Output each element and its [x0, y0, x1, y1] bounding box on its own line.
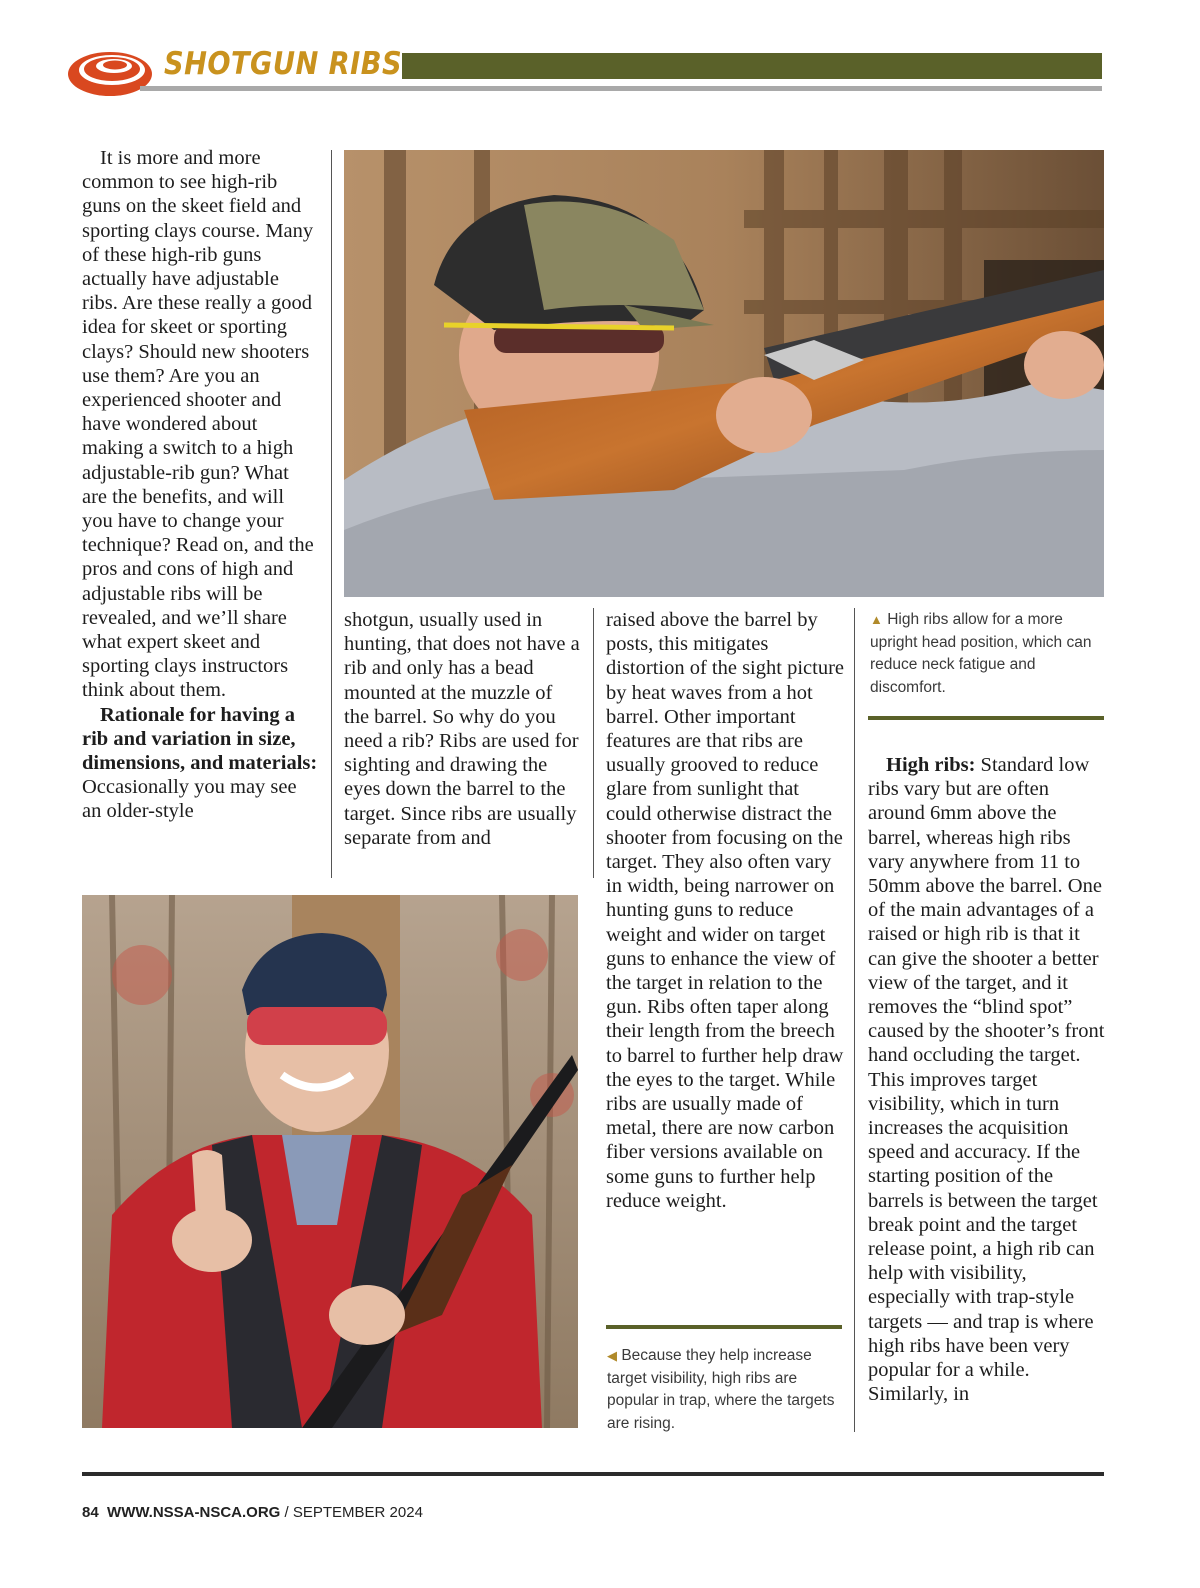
column-divider [331, 150, 332, 878]
page-number: 84 [82, 1504, 99, 1521]
caption-top [870, 609, 1106, 699]
high-ribs-text: Standard low ribs vary but are often around 6mm above the barrel, whereas high ribs vary anywhere from 11 to 50mm above the barrel. One of the main advantages of a raised or high rib is that it can give the shooter a better view of the target, and it removes the “blind spot” caused by the shooter’s front hand occluding the target. This improves target visibility, which in turn increases the acquisition speed and accuracy. If the starting position of the barrels is between the target break point and the target release point, a high rib can help with visibility, especially with trap-style targets — and trap is where high ribs have been very popular for a while. Similarly, in [868, 754, 1105, 1406]
caption-rule [868, 716, 1104, 720]
article-column-2 [344, 608, 580, 850]
footer-separator: / [284, 1504, 289, 1521]
high-ribs-heading: High ribs: [886, 754, 976, 776]
article-column-3 [606, 608, 844, 1213]
header-bar [402, 53, 1102, 79]
caption-bottom-text: Because they help increase target visibility, high ribs are popular in trap, where the targets are rising. [607, 1347, 835, 1432]
column-divider [593, 608, 594, 878]
column-divider [854, 608, 855, 1432]
clay-target-logo-icon [66, 40, 156, 102]
rationale-heading: Rationale for having a rib and variation in size, dimensions, and materials: [82, 703, 318, 775]
triangle-left-icon: ◀ [607, 1348, 617, 1363]
caption-rule [606, 1325, 842, 1329]
caption-bottom [607, 1345, 843, 1435]
footer-rule [82, 1472, 1104, 1476]
triangle-up-icon: ▲ [870, 612, 883, 627]
section-title: SHOTGUN RIBS [164, 46, 403, 82]
photo-shooter-aiming [344, 150, 1104, 597]
rationale-text: Occasionally you may see an older-style [82, 776, 297, 823]
high-ribs-paragraph [868, 753, 1106, 1406]
caption-top-text: High ribs allow for a more upright head position, which can reduce neck fatigue and discomfort. [870, 611, 1092, 696]
intro-paragraph: It is more and more common to see high-rib guns on the skeet field and sporting clays course. Many of these high-rib guns actually have adjustable ribs. Are these really a good idea for skeet or sporting clays? Should new shooters use them? Are you an experienced shooter and have wondered about making a switch to a high adjustable-rib gun? What are the benefits, and will you have to change your technique? Read on, and the pros and cons of high and adjustable ribs will be revealed, and we’ll share what expert skeet and sporting clays instructors think about them. [82, 147, 314, 702]
header-rule [140, 86, 1102, 91]
issue-date: SEPTEMBER 2024 [292, 1504, 423, 1521]
article-column-1 [82, 146, 318, 824]
rationale-paragraph [82, 703, 318, 824]
photo-young-shooter [82, 895, 578, 1428]
website-url: WWW.NSSA-NSCA.ORG [107, 1504, 281, 1521]
article-column-4 [868, 753, 1106, 1406]
page-footer [82, 1504, 423, 1521]
column-2-text: shotgun, usually used in hunting, that does not have a rib and only has a bead mounted at the muzzle of the barrel. So why do you need a rib? Ribs are used for sighting and drawing the eyes down the barrel to the target. Since ribs are usually separate from and [344, 609, 580, 849]
column-3-text: raised above the barrel by posts, this mitigates distortion of the sight picture by heat waves from a hot barrel. Other important features are that ribs are usually grooved to reduce glare from sunlight that could otherwise distract the shooter from focusing on the target. They also often vary in width, being narrower on hunting guns to reduce weight and wider on target guns to enhance the view of the target in relation to the gun. Ribs often taper along their length from the breech to barrel to further help draw the eyes to the target. While ribs are usually made of metal, there are now carbon fiber versions available on some guns to further help reduce weight. [606, 609, 844, 1212]
